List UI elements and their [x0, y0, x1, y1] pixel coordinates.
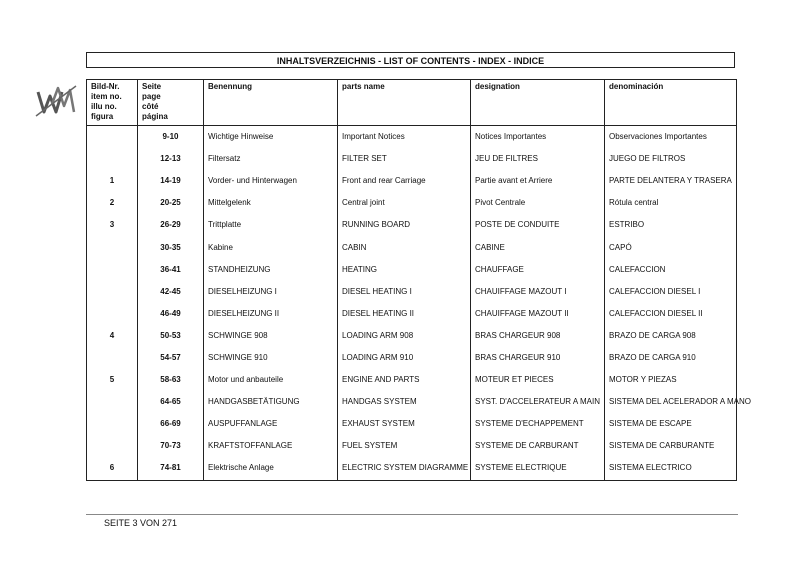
- page-cell: 50-53: [138, 325, 204, 347]
- german-cell: KRAFTSTOFFANLAGE: [204, 435, 338, 457]
- spanish-cell: SISTEMA DEL ACELERADOR A MANO: [605, 391, 737, 413]
- spanish-cell: PARTE DELANTERA Y TRASERA: [605, 170, 737, 192]
- page-footer: SEITE 3 VON 271: [104, 518, 178, 528]
- spanish-cell: MOTOR Y PIEZAS: [605, 369, 737, 391]
- spanish-cell: Observaciones Importantes: [605, 126, 737, 149]
- english-cell: ENGINE AND PARTS: [338, 369, 471, 391]
- page-cell: 66-69: [138, 413, 204, 435]
- spanish-cell: BRAZO DE CARGA 908: [605, 325, 737, 347]
- french-cell: Notices Importantes: [471, 126, 605, 149]
- footer-divider: [86, 514, 738, 515]
- table-row: [87, 391, 737, 413]
- table-row: [87, 236, 737, 258]
- table-row: [87, 347, 737, 369]
- figure-cell: 3: [87, 214, 138, 236]
- german-cell: HANDGASBETÄTIGUNG: [204, 391, 338, 413]
- page-cell: 30-35: [138, 236, 204, 258]
- german-cell: STANDHEIZUNG: [204, 259, 338, 281]
- table-row: [87, 214, 737, 236]
- english-cell: Important Notices: [338, 126, 471, 149]
- table-header-row: [87, 80, 737, 126]
- header-english: [338, 80, 471, 126]
- header-figure-de: Bild-Nr.: [91, 82, 120, 91]
- german-cell: Elektrische Anlage: [204, 457, 338, 480]
- page-cell: 12-13: [138, 148, 204, 170]
- table-row: [87, 435, 737, 457]
- table-row: [87, 457, 737, 480]
- french-cell: SYSTEME D'ECHAPPEMENT: [471, 413, 605, 435]
- header-spanish: [605, 80, 737, 126]
- english-cell: DIESEL HEATING II: [338, 303, 471, 325]
- english-cell: HEATING: [338, 259, 471, 281]
- spanish-cell: CALEFACCION DIESEL II: [605, 303, 737, 325]
- french-cell: JEU DE FILTRES: [471, 148, 605, 170]
- header-french: [471, 80, 605, 126]
- header-english-label: parts name: [342, 82, 385, 91]
- french-cell: Pivot Centrale: [471, 192, 605, 214]
- english-cell: RUNNING BOARD: [338, 214, 471, 236]
- german-cell: SCHWINGE 908: [204, 325, 338, 347]
- german-cell: Kabine: [204, 236, 338, 258]
- page-cell: 20-25: [138, 192, 204, 214]
- figure-cell: [87, 435, 138, 457]
- page-cell: 42-45: [138, 281, 204, 303]
- header-page-fr: côté: [142, 102, 159, 111]
- table-row: [87, 148, 737, 170]
- english-cell: Front and rear Carriage: [338, 170, 471, 192]
- document-title: INHALTSVERZEICHNIS - LIST OF CONTENTS - INDEX - INDICE: [86, 52, 735, 68]
- figure-cell: [87, 236, 138, 258]
- figure-cell: 6: [87, 457, 138, 480]
- table-row: [87, 325, 737, 347]
- spanish-cell: CAPÓ: [605, 236, 737, 258]
- english-cell: FUEL SYSTEM: [338, 435, 471, 457]
- french-cell: CABINE: [471, 236, 605, 258]
- german-cell: SCHWINGE 910: [204, 347, 338, 369]
- english-cell: EXHAUST SYSTEM: [338, 413, 471, 435]
- figure-cell: [87, 413, 138, 435]
- french-cell: BRAS CHARGEUR 910: [471, 347, 605, 369]
- german-cell: DIESELHEIZUNG II: [204, 303, 338, 325]
- german-cell: Wichtige Hinweise: [204, 126, 338, 149]
- french-cell: CHAUIFFAGE MAZOUT I: [471, 281, 605, 303]
- french-cell: POSTE DE CONDUITE: [471, 214, 605, 236]
- header-german-label: Benennung: [208, 82, 252, 91]
- header-figure-es: figura: [91, 112, 114, 121]
- figure-cell: 2: [87, 192, 138, 214]
- german-cell: AUSPUFFANLAGE: [204, 413, 338, 435]
- english-cell: LOADING ARM 908: [338, 325, 471, 347]
- spanish-cell: CALEFACCION: [605, 259, 737, 281]
- english-cell: FILTER SET: [338, 148, 471, 170]
- german-cell: Trittplatte: [204, 214, 338, 236]
- english-cell: CABIN: [338, 236, 471, 258]
- page-cell: 70-73: [138, 435, 204, 457]
- page-cell: 54-57: [138, 347, 204, 369]
- header-figure: [87, 80, 138, 126]
- german-cell: Motor und anbauteile: [204, 369, 338, 391]
- figure-cell: [87, 303, 138, 325]
- german-cell: Vorder- und Hinterwagen: [204, 170, 338, 192]
- table-row: [87, 303, 737, 325]
- figure-cell: 1: [87, 170, 138, 192]
- spanish-cell: SISTEMA DE CARBURANTE: [605, 435, 737, 457]
- header-page-en: page: [142, 92, 161, 101]
- figure-cell: 5: [87, 369, 138, 391]
- page-cell: 26-29: [138, 214, 204, 236]
- header-page-es: página: [142, 112, 168, 121]
- company-logo-icon: [34, 82, 78, 122]
- english-cell: HANDGAS SYSTEM: [338, 391, 471, 413]
- header-spanish-label: denominación: [609, 82, 664, 91]
- table-row: [87, 281, 737, 303]
- table-row: [87, 413, 737, 435]
- figure-cell: [87, 126, 138, 149]
- french-cell: CHAUFFAGE: [471, 259, 605, 281]
- german-cell: Mittelgelenk: [204, 192, 338, 214]
- french-cell: SYST. D'ACCELERATEUR A MAIN: [471, 391, 605, 413]
- table-row: [87, 192, 737, 214]
- page-cell: 46-49: [138, 303, 204, 325]
- header-figure-en: item no.: [91, 92, 122, 101]
- french-cell: MOTEUR ET PIECES: [471, 369, 605, 391]
- german-cell: DIESELHEIZUNG I: [204, 281, 338, 303]
- french-cell: BRAS CHARGEUR 908: [471, 325, 605, 347]
- figure-cell: [87, 281, 138, 303]
- french-cell: Partie avant et Arriere: [471, 170, 605, 192]
- table-row: [87, 126, 737, 149]
- english-cell: Central joint: [338, 192, 471, 214]
- table-row: [87, 259, 737, 281]
- header-german: [204, 80, 338, 126]
- spanish-cell: CALEFACCION DIESEL I: [605, 281, 737, 303]
- header-french-label: designation: [475, 82, 520, 91]
- spanish-cell: SISTEMA ELECTRICO: [605, 457, 737, 480]
- french-cell: CHAUIFFAGE MAZOUT II: [471, 303, 605, 325]
- figure-cell: [87, 347, 138, 369]
- page-cell: 14-19: [138, 170, 204, 192]
- french-cell: SYSTEME ELECTRIQUE: [471, 457, 605, 480]
- spanish-cell: JUEGO DE FILTROS: [605, 148, 737, 170]
- table-row: [87, 170, 737, 192]
- page-cell: 74-81: [138, 457, 204, 480]
- page-cell: 36-41: [138, 259, 204, 281]
- page-cell: 64-65: [138, 391, 204, 413]
- spanish-cell: BRAZO DE CARGA 910: [605, 347, 737, 369]
- english-cell: ELECTRIC SYSTEM DIAGRAMME: [338, 457, 471, 480]
- header-page: [138, 80, 204, 126]
- header-page-de: Seite: [142, 82, 162, 91]
- figure-cell: 4: [87, 325, 138, 347]
- page-cell: 58-63: [138, 369, 204, 391]
- spanish-cell: Rótula central: [605, 192, 737, 214]
- english-cell: DIESEL HEATING I: [338, 281, 471, 303]
- english-cell: LOADING ARM 910: [338, 347, 471, 369]
- figure-cell: [87, 391, 138, 413]
- figure-cell: [87, 148, 138, 170]
- header-figure-fr: illu no.: [91, 102, 117, 111]
- contents-table: [86, 79, 751, 481]
- page-cell: 9-10: [138, 126, 204, 149]
- german-cell: Filtersatz: [204, 148, 338, 170]
- table-row: [87, 369, 737, 391]
- french-cell: SYSTEME DE CARBURANT: [471, 435, 605, 457]
- spanish-cell: SISTEMA DE ESCAPE: [605, 413, 737, 435]
- spanish-cell: ESTRIBO: [605, 214, 737, 236]
- figure-cell: [87, 259, 138, 281]
